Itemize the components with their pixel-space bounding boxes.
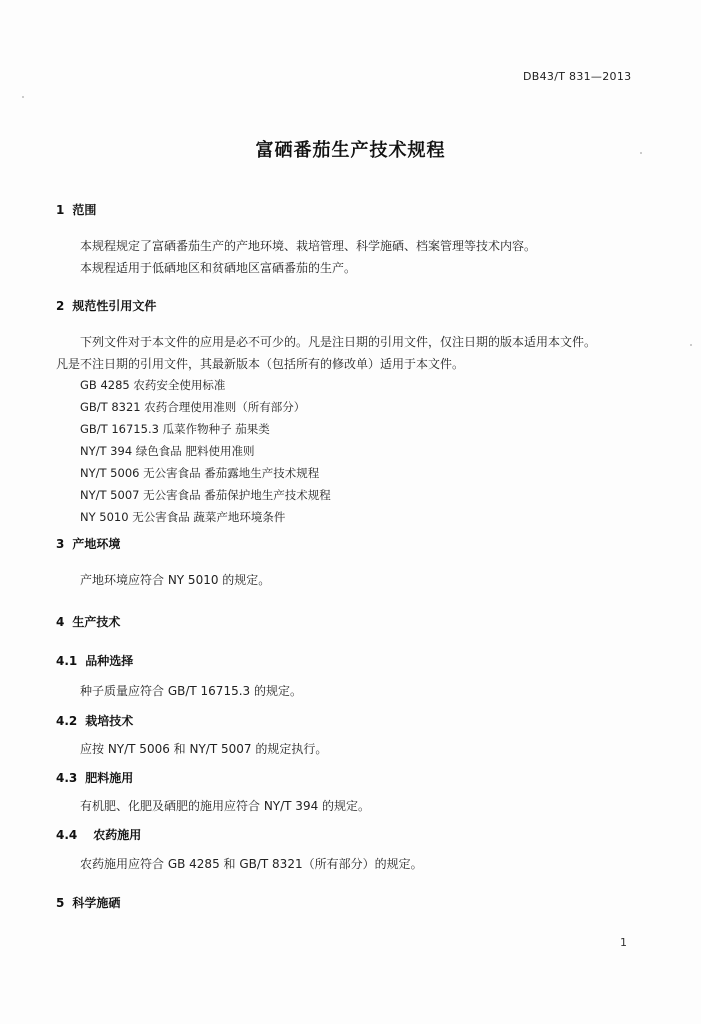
section-number: 4.3 — [56, 771, 78, 785]
section-title: 品种选择 — [85, 654, 134, 668]
paragraph: 凡是不注日期的引用文件，其最新版本（包括所有的修改单）适用于本文件。 — [56, 357, 465, 371]
section-number: 4 — [56, 615, 65, 629]
paragraph: 种子质量应符合 GB/T 16715.3 的规定。 — [80, 684, 302, 698]
reference-item: GB/T 16715.3 瓜菜作物种子 茄果类 — [80, 422, 270, 436]
paragraph: 本规程适用于低硒地区和贫硒地区富硒番茄的生产。 — [80, 261, 357, 275]
section-heading-1 — [56, 201, 96, 218]
reference-item: NY/T 5006 无公害食品 番茄露地生产技术规程 — [80, 466, 320, 480]
reference-item: GB 4285 农药安全使用标准 — [80, 378, 226, 392]
section-number: 3 — [56, 537, 65, 551]
section-number: 4.4 — [56, 828, 78, 842]
section-title: 产地环境 — [72, 537, 121, 551]
paragraph: 本规程规定了富硒番茄生产的产地环境、栽培管理、科学施硒、档案管理等技术内容。 — [80, 239, 537, 253]
paragraph: 农药施用应符合 GB 4285 和 GB/T 8321（所有部分）的规定。 — [80, 857, 423, 871]
section-number: 4.2 — [56, 714, 78, 728]
reference-item: NY/T 5007 无公害食品 番茄保护地生产技术规程 — [80, 488, 331, 502]
reference-item: NY/T 394 绿色食品 肥料使用准则 — [80, 444, 255, 458]
section-title: 栽培技术 — [85, 714, 134, 728]
document-code: DB43/T 831—2013 — [523, 70, 632, 83]
subsection-heading-4-3 — [56, 769, 133, 786]
section-title: 范围 — [72, 203, 97, 217]
subsection-heading-4-2 — [56, 712, 133, 729]
section-heading-4 — [56, 613, 120, 630]
reference-item: NY 5010 无公害食品 蔬菜产地环境条件 — [80, 510, 286, 524]
scan-speck — [22, 96, 24, 98]
section-title: 肥料施用 — [85, 771, 134, 785]
section-number: 5 — [56, 896, 65, 910]
scan-speck — [690, 344, 692, 346]
paragraph: 有机肥、化肥及硒肥的施用应符合 NY/T 394 的规定。 — [80, 799, 371, 813]
section-heading-5 — [56, 894, 120, 911]
section-heading-3 — [56, 535, 120, 552]
subsection-heading-4-4 — [56, 826, 141, 843]
paragraph: 下列文件对于本文件的应用是必不可少的。凡是注日期的引用文件，仅注日期的版本适用本文件。 — [80, 335, 597, 349]
section-number: 4.1 — [56, 654, 78, 668]
section-number: 1 — [56, 203, 65, 217]
section-heading-2 — [56, 297, 156, 314]
subsection-heading-4-1 — [56, 652, 133, 669]
section-number: 2 — [56, 299, 65, 313]
page-number: 1 — [620, 936, 627, 949]
section-title: 规范性引用文件 — [72, 299, 157, 313]
paragraph: 产地环境应符合 NY 5010 的规定。 — [80, 573, 271, 587]
section-title: 农药施用 — [93, 828, 142, 842]
reference-item: GB/T 8321 农药合理使用准则（所有部分） — [80, 400, 306, 414]
document-title: 富硒番茄生产技术规程 — [255, 140, 446, 161]
section-title: 生产技术 — [72, 615, 121, 629]
section-title: 科学施硒 — [72, 896, 121, 910]
paragraph: 应按 NY/T 5006 和 NY/T 5007 的规定执行。 — [80, 742, 328, 756]
